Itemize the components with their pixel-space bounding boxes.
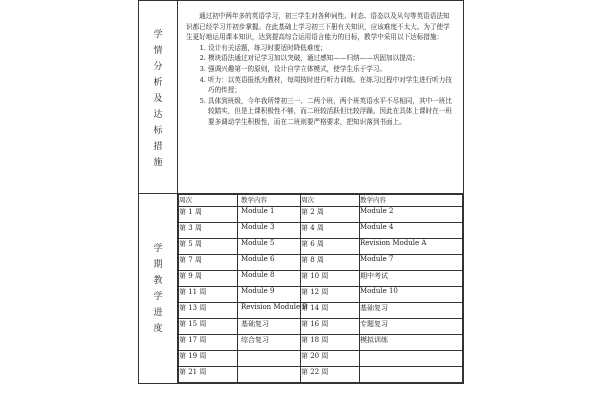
content-left-cell (238, 255, 301, 271)
week-left-cell: 第 17 周 (179, 335, 238, 351)
header-content-left-text: 教学内容 (241, 196, 267, 204)
content-left-cell (238, 207, 301, 223)
content-left-cell (238, 367, 301, 383)
week-right-cell: 第 8 周 (301, 255, 360, 271)
content-left-cell-text: Module 5 (241, 239, 275, 247)
schedule-cell (178, 194, 464, 384)
content-left-cell (238, 335, 301, 351)
content-right-cell (360, 303, 463, 319)
schedule-row (179, 303, 463, 319)
content-right-cell-text: 期中考试 (360, 272, 388, 280)
week-left-cell: 第 9 周 (179, 271, 238, 287)
analysis-side-cell (139, 1, 178, 194)
content-left-cell (238, 319, 301, 335)
week-right-cell: 第 22 周 (301, 367, 360, 383)
week-right-cell: 第 10 周 (301, 271, 360, 287)
analysis-intro: 通过初中两年多的英语学习，初三学生对各种词性、时态、语态以及从句等英语语法知识都已经学习并初步掌握。在此基础上学习初三下册有关知识，应该难度不太大。为了使学生更好地运用课本知识，达到提高综合运用语言能力的目标，教学中采用以下达标措施： (186, 12, 450, 42)
week-right-cell: 第 6 周 (301, 239, 360, 255)
week-right-cell: 第 18 周 (301, 335, 360, 351)
content-right-cell (360, 239, 463, 255)
schedule-row (179, 367, 463, 383)
content-left-cell (238, 303, 308, 319)
content-left-cell-text (238, 351, 241, 359)
week-right-cell: 第 12 周 (301, 287, 360, 303)
measures-list (186, 43, 455, 128)
schedule-row (179, 271, 463, 287)
plan-table (138, 0, 464, 384)
content-left-cell (238, 223, 301, 239)
measure-item: 4. 听力：以英语报纸为教材，每周按时进行听力训练。在练习过程中对学生进行听力技巧的传授； (208, 75, 455, 96)
content-right-cell (360, 271, 463, 287)
measure-item: 1. 设计有关话题，练习时要适时降低难度； (208, 43, 455, 54)
content-left-cell-text: Module 3 (241, 223, 275, 231)
content-left-cell (238, 287, 301, 303)
week-right-cell: 第 16 周 (301, 319, 360, 335)
week-left-cell: 第 13 周 (179, 303, 238, 319)
content-right-cell (360, 351, 463, 367)
analysis-content (178, 1, 464, 194)
header-week-left: 周次 (179, 195, 238, 207)
content-left-cell (238, 351, 301, 367)
content-left-cell (238, 239, 301, 255)
content-left-cell-text: Module 1 (241, 207, 275, 215)
analysis-label: 学情分析及达标措施 (153, 30, 163, 168)
content-left-cell-text: Module 6 (241, 255, 275, 263)
schedule-row (179, 335, 463, 351)
week-right-cell: 第 14 周 (301, 303, 360, 319)
schedule-row (179, 351, 463, 367)
content-right-cell-text: Module 2 (360, 207, 394, 215)
content-right-cell-text: 专题复习 (360, 320, 388, 328)
schedule-row (139, 194, 464, 384)
schedule-row (179, 223, 463, 239)
content-left-cell (238, 271, 301, 287)
content-right-cell (360, 319, 463, 335)
content-right-cell (360, 335, 463, 351)
content-right-cell-text: Module 7 (360, 255, 394, 263)
content-right-cell-text: 基础复习 (360, 304, 388, 312)
week-left-cell: 第 15 周 (179, 319, 238, 335)
header-content-right (360, 195, 463, 207)
content-left-cell-text: Revision Module B (241, 303, 308, 311)
content-right-cell-text: 模拟训练 (360, 336, 388, 344)
schedule-row (179, 255, 463, 271)
schedule-row (179, 239, 463, 255)
content-left-cell-text: 综合复习 (241, 336, 269, 344)
content-right-cell (360, 367, 463, 383)
analysis-row (139, 1, 464, 194)
schedule-row (179, 207, 463, 223)
measure-item: 2. 模块语法通过对记学习加以突破，通过感知——归纳——巩固加以提高； (208, 53, 455, 64)
header-content-left (238, 195, 301, 207)
content-right-cell-text: Revision Module A (360, 239, 427, 247)
content-right-cell (360, 207, 463, 223)
content-right-cell (360, 255, 463, 271)
schedule-label: 学期教学进度 (153, 243, 163, 334)
content-right-cell-text: Module 4 (360, 223, 394, 231)
week-right-cell: 第 2 周 (301, 207, 360, 223)
schedule-row (179, 319, 463, 335)
content-right-cell (360, 287, 463, 303)
week-left-cell: 第 5 周 (179, 239, 238, 255)
schedule-table (178, 194, 463, 383)
week-right-cell: 第 4 周 (301, 223, 360, 239)
week-left-cell: 第 19 周 (179, 351, 238, 367)
schedule-side-cell (139, 194, 178, 384)
document-page (138, 0, 464, 400)
week-left-cell: 第 21 周 (179, 367, 238, 383)
week-left-cell: 第 3 周 (179, 223, 238, 239)
week-left-cell: 第 7 周 (179, 255, 238, 271)
header-content-right-text: 教学内容 (360, 196, 386, 204)
measure-item: 5. 具体到班级，今年我所带初三一、二两个班，两个班英语水平不尽相同，其中一班比较踏实，但是上课积极性不够，而二班较活跃但比较浮躁。因此在具体上课时在一班要多调动学生积极性，而在二班则要严格要求，把知识落到书面上。 (208, 96, 455, 128)
schedule-row (179, 287, 463, 303)
content-left-cell-text: 基础复习 (241, 320, 269, 328)
content-right-cell-text: Module 10 (360, 287, 398, 295)
measure-item: 3. 强调兴趣第一的原则，设计自学立体模式，使学生乐于学习。 (208, 64, 455, 75)
schedule-header-row (179, 195, 463, 207)
content-left-cell-text: Module 9 (241, 287, 275, 295)
week-right-cell: 第 20 周 (301, 351, 360, 367)
content-left-cell-text (238, 367, 241, 375)
header-week-right: 周次 (301, 195, 360, 207)
week-left-cell: 第 11 周 (179, 287, 238, 303)
content-left-cell-text: Module 8 (241, 271, 275, 279)
week-left-cell: 第 1 周 (179, 207, 238, 223)
content-right-cell (360, 223, 463, 239)
